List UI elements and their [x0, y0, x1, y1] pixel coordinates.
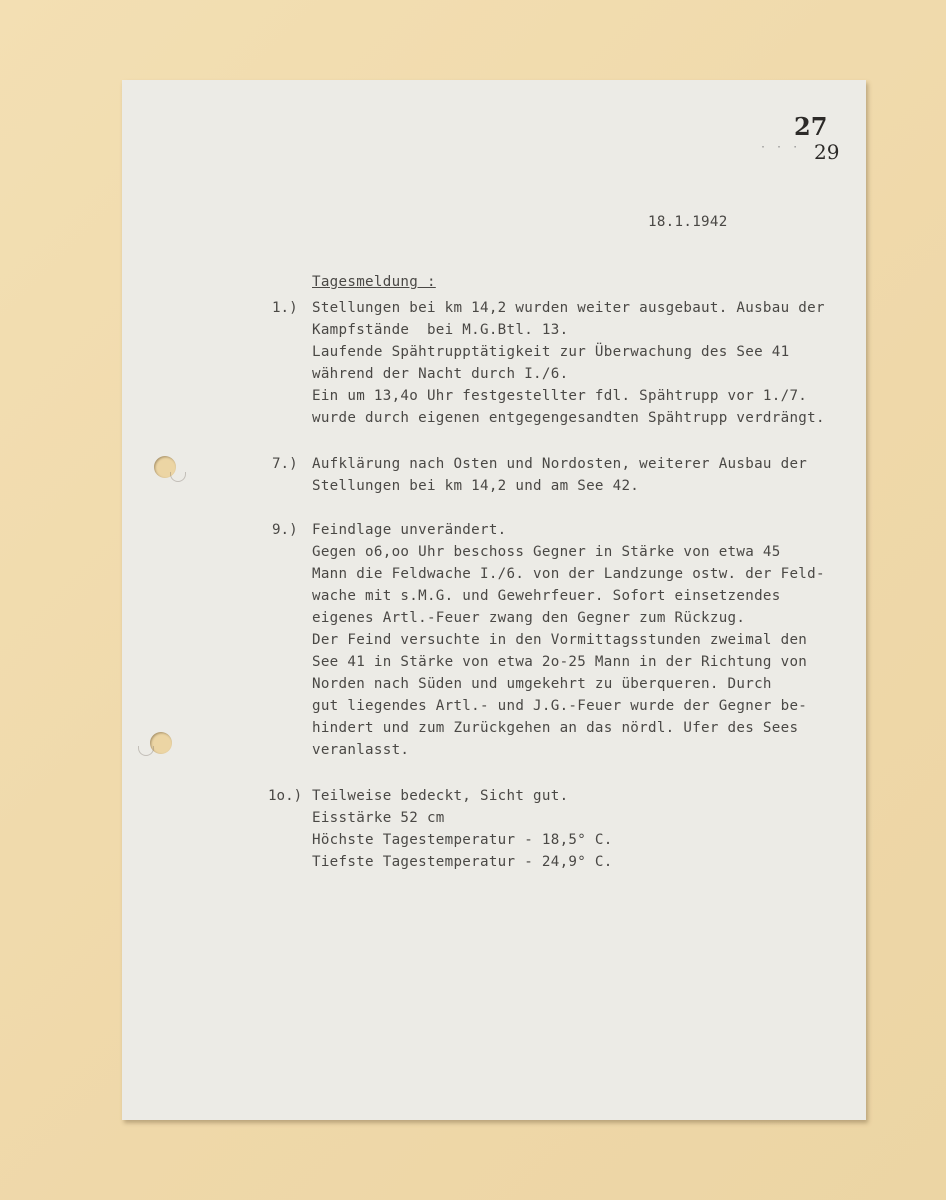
section-number: 9.) — [272, 522, 298, 538]
section-line: Eisstärke 52 cm — [312, 810, 445, 826]
section-line: veranlasst. — [312, 742, 410, 758]
section-line: während der Nacht durch I./6. — [312, 366, 569, 382]
folio-number-secondary: 29 — [814, 140, 840, 164]
section-line: Laufende Spähtrupptätigkeit zur Überwachung des See 41 — [312, 344, 790, 360]
section-line: Tiefste Tagestemperatur - 24,9° C. — [312, 854, 613, 870]
stamp-marks: · · · — [760, 142, 801, 153]
section-line: Stellungen bei km 14,2 wurden weiter ausgebaut. Ausbau der — [312, 300, 825, 316]
section-line: Stellungen bei km 14,2 und am See 42. — [312, 478, 640, 494]
section-line: Ein um 13,4o Uhr festgestellter fdl. Spähtrupp vor 1./7. — [312, 388, 808, 404]
section-line: Aufklärung nach Osten und Nordosten, weiterer Ausbau der — [312, 456, 808, 472]
section-line: Teilweise bedeckt, Sicht gut. — [312, 788, 569, 804]
document-sheet — [122, 80, 866, 1120]
punch-hole-flap-icon — [170, 472, 186, 482]
section-number: 7.) — [272, 456, 298, 472]
section-line: hindert und zum Zurückgehen an das nördl. Ufer des Sees — [312, 720, 799, 736]
section-line: Der Feind versuchte in den Vormittagsstunden zweimal den — [312, 632, 808, 648]
punch-hole-flap-icon — [138, 746, 154, 756]
section-line: eigenes Artl.-Feuer zwang den Gegner zum Rückzug. — [312, 610, 746, 626]
section-line: gut liegendes Artl.- und J.G.-Feuer wurde der Gegner be- — [312, 698, 808, 714]
section-line: wurde durch eigenen entgegengesandten Spähtrupp verdrängt. — [312, 410, 825, 426]
section-number: 1.) — [272, 300, 298, 316]
section-line: Norden nach Süden und umgekehrt zu überqueren. Durch — [312, 676, 772, 692]
document-heading: Tagesmeldung : — [312, 274, 436, 290]
section-line: Kampfstände bei M.G.Btl. 13. — [312, 322, 569, 338]
section-number: 1o.) — [268, 788, 303, 804]
section-line: See 41 in Stärke von etwa 2o-25 Mann in der Richtung von — [312, 654, 808, 670]
folio-number-primary: 27 — [794, 112, 828, 141]
section-line: Mann die Feldwache I./6. von der Landzunge ostw. der Feld- — [312, 566, 825, 582]
section-line: Feindlage unverändert. — [312, 522, 507, 538]
section-line: wache mit s.M.G. und Gewehrfeuer. Sofort einsetzendes — [312, 588, 781, 604]
section-line: Gegen o6,oo Uhr beschoss Gegner in Stärke von etwa 45 — [312, 544, 781, 560]
section-line: Höchste Tagestemperatur - 18,5° C. — [312, 832, 613, 848]
document-date: 18.1.1942 — [648, 214, 728, 230]
